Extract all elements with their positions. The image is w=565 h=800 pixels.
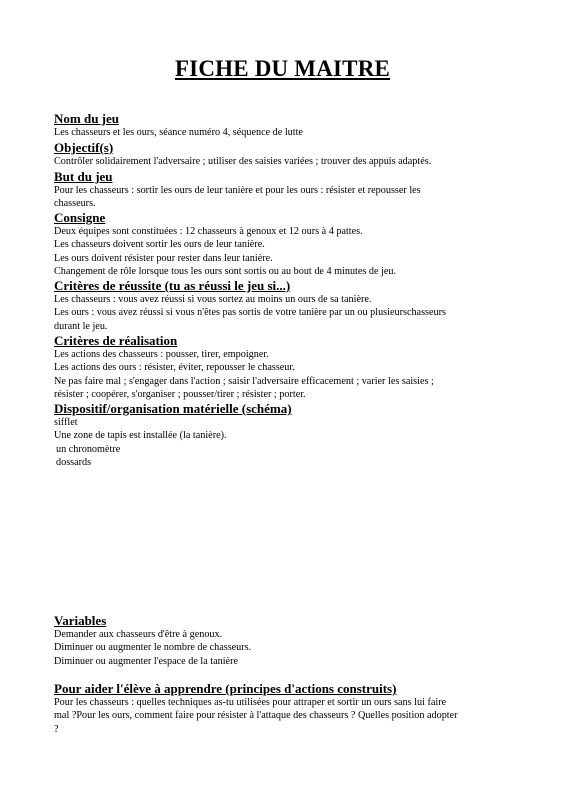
text-line: Une zone de tapis est installée (la tanière). bbox=[54, 430, 227, 442]
section-heading: Consigne bbox=[54, 210, 106, 225]
text-line: Changement de rôle lorsque tous les ours sont sortis ou au bout de 4 minutes de jeu. bbox=[54, 265, 397, 277]
text-line: chasseurs. bbox=[54, 198, 96, 210]
text-line: durant le jeu. bbox=[54, 320, 108, 332]
text-line: Les chasseurs et les ours, séance numéro 4, séquence de lutte bbox=[54, 127, 303, 138]
text-line: ? bbox=[54, 723, 59, 735]
text-line: Ne pas faire mal ; s'engager dans l'action ; saisir l'adversaire efficacement ; varier les saisies ; bbox=[54, 375, 434, 387]
section-heading: Dispositif/organisation matérielle (schéma) bbox=[54, 401, 292, 416]
section-heading: Critères de réalisation bbox=[54, 333, 178, 348]
text-line: Les actions des ours : résister, éviter, repousser le chasseur. bbox=[54, 362, 295, 374]
text-line: Les chasseurs : vous avez réussi si vous sortez au moins un ours de sa tanière. bbox=[54, 294, 372, 305]
text-line: sifflet bbox=[54, 417, 78, 428]
page-title: FICHE DU MAITRE bbox=[174, 56, 391, 81]
text-line: mal ?Pour les ours, comment faire pour résister à l'attaque des chasseurs ? Quelles position adopter bbox=[54, 710, 458, 722]
section-consigne bbox=[54, 210, 514, 278]
text-line: résister ; coopérer, s'organiser ; pousser/tirer ; résister ; porter. bbox=[54, 388, 306, 400]
text-line: Les chasseurs doivent sortir les ours de leur tanière. bbox=[54, 239, 265, 251]
section-heading: Objectif(s) bbox=[54, 140, 114, 155]
text-line: Demander aux chasseurs d'être à genoux. bbox=[54, 629, 223, 640]
section-pour-aider bbox=[54, 681, 514, 736]
text-line: Pour les chasseurs : quelles techniques as-tu utilisées pour attraper et sortir un ours sans lui faire bbox=[54, 697, 447, 708]
section-variables bbox=[54, 613, 514, 668]
text-line: Contrôler solidairement l'adversaire ; utiliser des saisies variées ; trouver des appuis adaptés. bbox=[54, 156, 432, 167]
section-criteres-realisation bbox=[54, 333, 514, 401]
section-heading: Variables bbox=[54, 613, 107, 628]
section-heading: Pour aider l'élève à apprendre (principes d'actions construits) bbox=[54, 681, 397, 696]
section-dispositif bbox=[54, 401, 514, 469]
section-objectif bbox=[54, 140, 514, 168]
section-heading: But du jeu bbox=[54, 169, 113, 184]
text-line: dossards bbox=[56, 456, 92, 468]
text-line: un chronomètre bbox=[56, 443, 121, 455]
text-line: Diminuer ou augmenter l'espace de la tanière bbox=[54, 655, 238, 667]
text-line: Les ours : vous avez réussi si vous n'êtes pas sortis de votre tanière par un ou plusieurschasseurs bbox=[54, 307, 446, 319]
text-line: Les actions des chasseurs : pousser, tirer, empoigner. bbox=[54, 349, 269, 360]
text-line: Les ours doivent résister pour rester dans leur tanière. bbox=[54, 252, 273, 264]
text-line: Deux équipes sont constituées : 12 chasseurs à genoux et 12 ours à 4 pattes. bbox=[54, 226, 363, 237]
text-line: Pour les chasseurs : sortir les ours de leur tanière et pour les ours : résister et repousser les bbox=[54, 185, 421, 196]
section-heading: Critères de réussite (tu as réussi le jeu si...) bbox=[54, 278, 291, 293]
section-criteres-reussite bbox=[54, 278, 514, 333]
section-heading: Nom du jeu bbox=[54, 111, 120, 126]
section-nom-du-jeu bbox=[54, 111, 514, 139]
text-line: Diminuer ou augmenter le nombre de chasseurs. bbox=[54, 642, 252, 654]
section-but-du-jeu bbox=[54, 169, 514, 211]
